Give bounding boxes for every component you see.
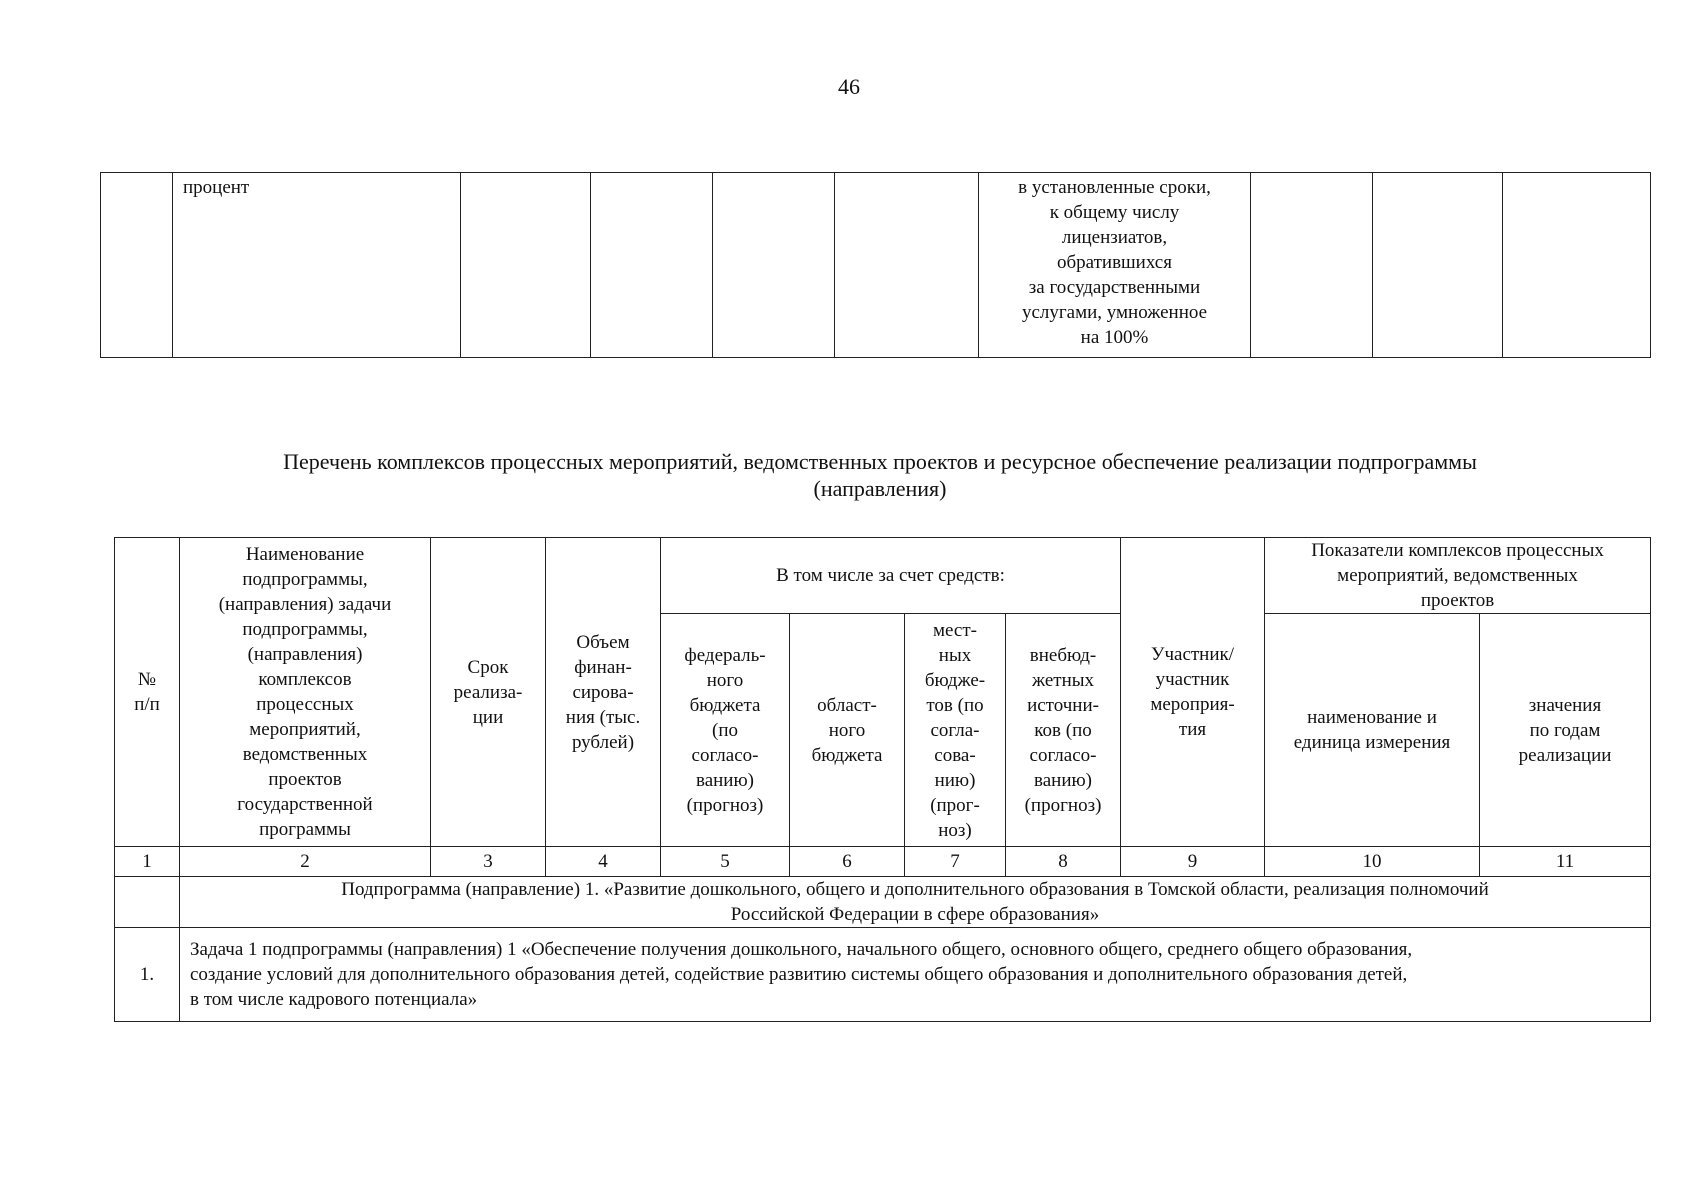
- cell-empty: [1373, 173, 1503, 358]
- cell-empty: [713, 173, 835, 358]
- cell-empty: [461, 173, 591, 358]
- header-federal-budget: федераль- ного бюджета (по согласо- ванию) (прогноз): [661, 614, 790, 847]
- header-number: № п/п: [115, 538, 180, 847]
- subprogram-title: Подпрограмма (направление) 1. «Развитие дошкольного, общего и дополнительного образования в Томской области, реализация полномочий Российской Федерации в сфере образования»: [180, 877, 1651, 928]
- header-indicator-name: наименование и единица измерения: [1265, 614, 1480, 847]
- column-number: 1: [115, 847, 180, 877]
- column-number: 11: [1480, 847, 1651, 877]
- column-number: 10: [1265, 847, 1480, 877]
- subprogram-row: [115, 877, 1651, 928]
- cell-empty: [115, 877, 180, 928]
- header-regional-budget: област- ного бюджета: [790, 614, 905, 847]
- cell-empty: [835, 173, 979, 358]
- header-participant: Участник/ участник мероприя- тия: [1121, 538, 1265, 847]
- column-number: 5: [661, 847, 790, 877]
- column-number: 6: [790, 847, 905, 877]
- column-number: 9: [1121, 847, 1265, 877]
- column-number: 4: [546, 847, 661, 877]
- header-indicator-values: значения по годам реализации: [1480, 614, 1651, 847]
- section-title: Перечень комплексов процессных мероприятий, ведомственных проектов и ресурсное обеспечение реализации подпрограммы (направления): [283, 449, 1477, 501]
- activities-table: [114, 537, 1651, 1022]
- header-funds-group: В том числе за счет средств:: [661, 538, 1121, 614]
- task-row: [115, 928, 1651, 1022]
- cell-empty: [1251, 173, 1373, 358]
- header-term: Срок реализа- ции: [431, 538, 546, 847]
- cell-empty: [591, 173, 713, 358]
- page-number: 46: [838, 74, 860, 99]
- column-numbers-row: [115, 847, 1651, 877]
- task-text: Задача 1 подпрограммы (направления) 1 «Обеспечение получения дошкольного, начального общего, основного общего, среднего общего образования, создание условий для дополнительного образования детей, содействие развитию системы общего образования и дополнительного образования детей, в том числе кадрового потенциала»: [180, 928, 1651, 1022]
- column-number: 7: [905, 847, 1006, 877]
- header-indicators-group: Показатели комплексов процессных мероприятий, ведомственных проектов: [1265, 538, 1651, 614]
- formula-cell: в установленные сроки, к общему числу лицензиатов, обратившихся за государственными услугами, умноженное на 100%: [979, 173, 1251, 358]
- column-number: 8: [1006, 847, 1121, 877]
- header-extrabudgetary: внебюд- жетных источни- ков (по согласо- ванию) (прогноз): [1006, 614, 1121, 847]
- header-row-1: [115, 538, 1651, 614]
- cell-empty: [1503, 173, 1651, 358]
- column-number: 2: [180, 847, 431, 877]
- task-number: 1.: [115, 928, 180, 1022]
- header-name: Наименование подпрограммы, (направления) задачи подпрограммы, (направления) комплексов процессных мероприятий, ведомственных проектов государственной программы: [180, 538, 431, 847]
- header-local-budgets: мест- ных бюдже- тов (по согла- сова- нию) (прог- ноз): [905, 614, 1006, 847]
- continuation-table: [100, 172, 1651, 358]
- column-number: 3: [431, 847, 546, 877]
- header-funding-volume: Объем финан- сирова- ния (тыс. рублей): [546, 538, 661, 847]
- unit-cell: процент: [173, 173, 461, 358]
- continuation-row: [101, 173, 1651, 358]
- cell-empty: [101, 173, 173, 358]
